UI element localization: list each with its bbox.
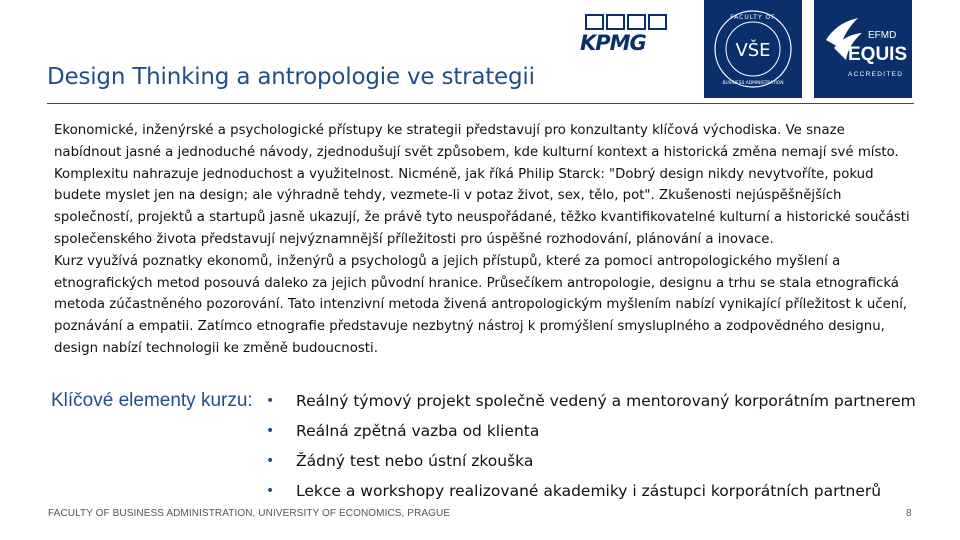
- vse-logo: [704, 0, 802, 98]
- list-item-text: Žádný test nebo ústní zkouška: [296, 452, 534, 470]
- equis-logo: [814, 0, 912, 98]
- bullet-icon: •: [266, 393, 275, 409]
- equis-text: EQUIS: [848, 44, 908, 65]
- list-item: [266, 478, 916, 508]
- bullet-icon: •: [266, 423, 275, 439]
- body-paragraph-1: Ekonomické, inženýrské a psychologické přístupy ke strategii představují pro konzultanty klíčová východiska. Ve snaze nabídnout jasné a jednoduché návody, zjednodušují svět způsobem, kde kulturní kontext a historická změna nemají své místo. Komplexitu nahrazuje jednoduchost a využitelnost. Nicméně, jak říká Philip Starck: "Dobrý design nikdy nevytvoříte, pokud budete myslet jen na design; ale výhradně tehdy, vezmete-li v potaz život, sex, tělo, pot". Zkušenosti nejúspěšnějších společností, projektů a startupů jasně ukazují, že právě tyto neuspořádané, těžko kvantifikovatelné kulturní a historické součásti společenského života představují nejvýznamnější příležitosti pro úspěšné rozhodování, plánování a inovace.: [54, 123, 910, 247]
- page-title: Design Thinking a antropologie ve strategii: [47, 64, 535, 90]
- list-item: [266, 448, 916, 478]
- vse-wordmark: VŠE: [735, 40, 771, 61]
- list-item-text: Lekce a workshopy realizované akademiky i zástupci korporátních partnerů: [296, 482, 882, 500]
- efmd-text: EFMD: [868, 30, 897, 41]
- footer-text: FACULTY OF BUSINESS ADMINISTRATION, UNIVERSITY OF ECONOMICS, PRAGUE: [48, 508, 451, 519]
- list-item: [266, 418, 916, 448]
- list-item-text: Reálná zpětná vazba od klienta: [296, 422, 540, 440]
- kpmg-wordmark: KPMG: [580, 31, 646, 55]
- key-elements-list: [266, 388, 916, 508]
- key-elements-label: Klíčové elementy kurzu:: [51, 390, 253, 411]
- vse-ring-bottom: BUSINESS ADMINISTRATION: [722, 81, 784, 86]
- kpmg-logo: [580, 14, 672, 55]
- accredited-text: ACCREDITED: [848, 71, 904, 78]
- list-item-text: Reálný týmový projekt společně vedený a mentorovaný korporátním partnerem: [296, 392, 916, 410]
- vse-ring-top: FACULTY OF: [730, 14, 776, 21]
- page-number: 8: [906, 508, 912, 519]
- bullet-icon: •: [266, 483, 275, 499]
- kpmg-boxes: [585, 14, 667, 32]
- body-paragraph-2: Kurz využívá poznatky ekonomů, inženýrů a psychologů a jejich přístupů, které za pomoci antropologického myšlení a etnografických metod posouvá daleko za jejich původní hranice. Průsečíkem antropologie, designu a trhu se stala etnografická metoda zúčastněného pozorování. Tato intenzivní metoda živená antropologickým myšlením nabízí vynikající příležitost k učení, poznávání a empatii. Zatímco etnografie představuje nezbytný nástroj k promýšlení smysluplného a zodpovědného designu, design nabízí technologii ke změně budoucnosti.: [54, 253, 908, 356]
- title-divider: [47, 103, 914, 104]
- body-text: [54, 120, 914, 360]
- list-item: [266, 388, 916, 418]
- bullet-icon: •: [266, 453, 275, 469]
